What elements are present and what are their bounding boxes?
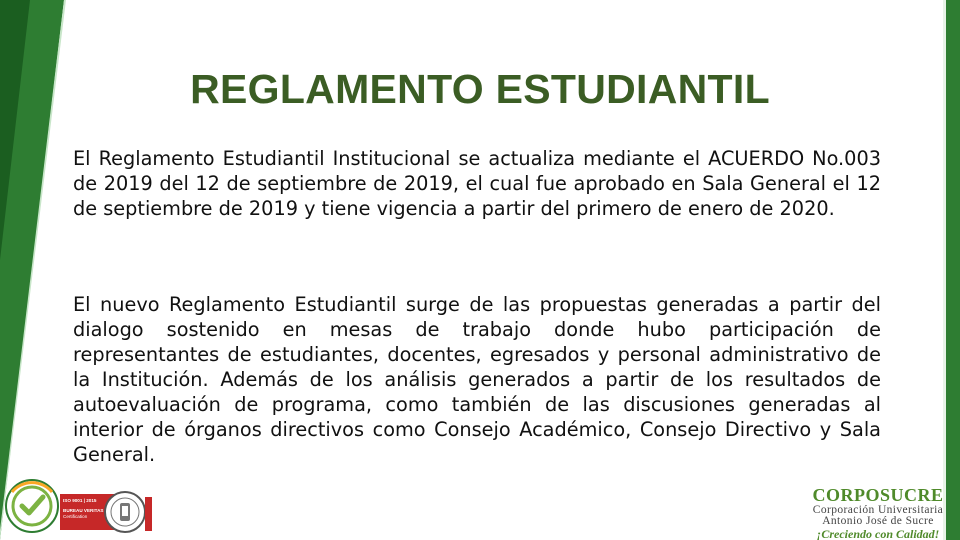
certification-accent-bar	[145, 497, 152, 531]
logo-name: CORPOSUCRE	[812, 485, 944, 505]
paragraph-1: El Reglamento Estudiantil Institucional se actualiza mediante el ACUERDO No.003 de 2019 del 12 de septiembre de 2019, el cual fue aprobado en Sala General el 12 de septiembre de 2019 y tiene vigencia a partir del primero de enero de 2020.	[73, 147, 881, 220]
slide-title: REGLAMENTO ESTUDIANTIL	[190, 66, 770, 112]
logo-line-1: Corporación Universitaria	[812, 504, 944, 516]
certified-seal-icon	[4, 478, 60, 534]
paragraph-2: El nuevo Reglamento Estudiantil surge de las propuestas generadas a partir del dialogo sostenido en mesas de trabajo donde hubo participación de representantes de estudiantes, docentes, egresados y personal administrativo de la Institución. Además de los análisis generados a partir de los resultados de autoevaluación de programa, como también de las discusiones generadas al interior de órganos directivos como Consejo Académico, Consejo Directivo y Sala General.	[73, 293, 881, 466]
certifier-name: BUREAU VERITAS	[63, 508, 104, 513]
institution-logo	[812, 485, 944, 540]
iso-standard-label: ISO 9001 | 2015	[63, 498, 97, 503]
logo-line-2: Antonio José de Sucre	[822, 515, 934, 527]
certification-label: Certification	[63, 514, 88, 519]
logo-slogan: ¡Creciendo con Calidad!	[816, 527, 940, 540]
bureau-veritas-seal-icon	[103, 490, 147, 534]
